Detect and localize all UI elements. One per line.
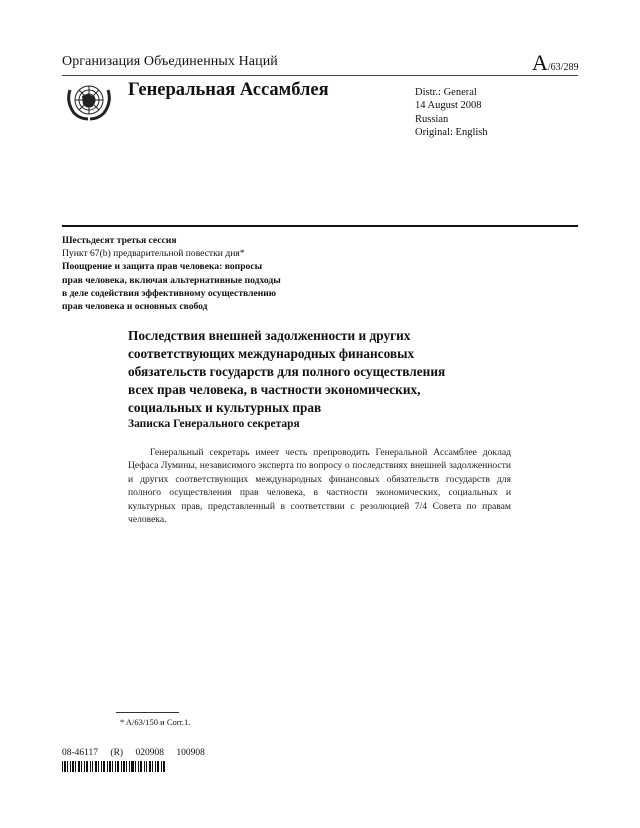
job-number-line [62, 748, 205, 758]
agenda-topic-line: Поощрение и защита прав человека: вопросы [62, 261, 263, 273]
title-line: Последствия внешней задолженности и других [128, 328, 411, 343]
symbol-suffix: /63/289 [547, 62, 579, 73]
section-divider [62, 225, 578, 227]
date-code-1: 020908 [135, 748, 164, 758]
original-line: Original: English [415, 126, 488, 138]
distribution-block [415, 86, 488, 139]
document-symbol [532, 50, 578, 76]
body-title: Генеральная Ассамблея [128, 80, 329, 100]
title-line: социальных и культурных прав [128, 400, 322, 415]
title-line: обязательств государств для полного осуществления [128, 364, 446, 379]
job-number: 08-46117 (R) [62, 748, 124, 758]
distr-line: Distr.: General [415, 87, 477, 98]
title-line: всех прав человека, в частности экономических, [128, 382, 421, 397]
session-block [62, 234, 281, 313]
organization-name: Организация Объединенных Наций [62, 54, 278, 69]
date-line: 14 August 2008 [415, 100, 482, 112]
title-line: соответствующих международных финансовых [128, 346, 415, 361]
header-divider [62, 75, 578, 76]
symbol-prefix: A [532, 50, 548, 75]
agenda-topic-line: в деле содействия эффективному осуществлению [62, 287, 277, 299]
footnote-divider [116, 712, 179, 713]
session-name: Шестьдесят третья сессия [62, 235, 177, 246]
agenda-topic-line: прав человека и основных свобод [62, 301, 208, 313]
language-line: Russian [415, 113, 449, 125]
agenda-item: Пункт 67(b) предварительной повестки дня* [62, 248, 245, 260]
footnote: * A/63/150 и Corr.1. [120, 717, 191, 727]
note-title: Записка Генерального секретаря [128, 418, 300, 430]
body-paragraph: Генеральный секретарь имеет честь препроводить Генеральной Ассамблее доклад Цефаса Лумины, независимого эксперта по вопросу о последствиях внешней задолженности и других соответствующих международных финансовых обязательств государств для полного осуществления прав человека, в частности экономических, социальных и культурных прав, представленный в соответствии с резолюцией 7/4 Совета по правам человека. [128, 447, 511, 526]
date-code-2: 100908 [176, 748, 205, 758]
un-emblem-icon [64, 80, 114, 122]
barcode-icon [62, 761, 166, 772]
document-title [128, 327, 508, 417]
agenda-topic-line: прав человека, включая альтернативные подходы [62, 274, 281, 286]
